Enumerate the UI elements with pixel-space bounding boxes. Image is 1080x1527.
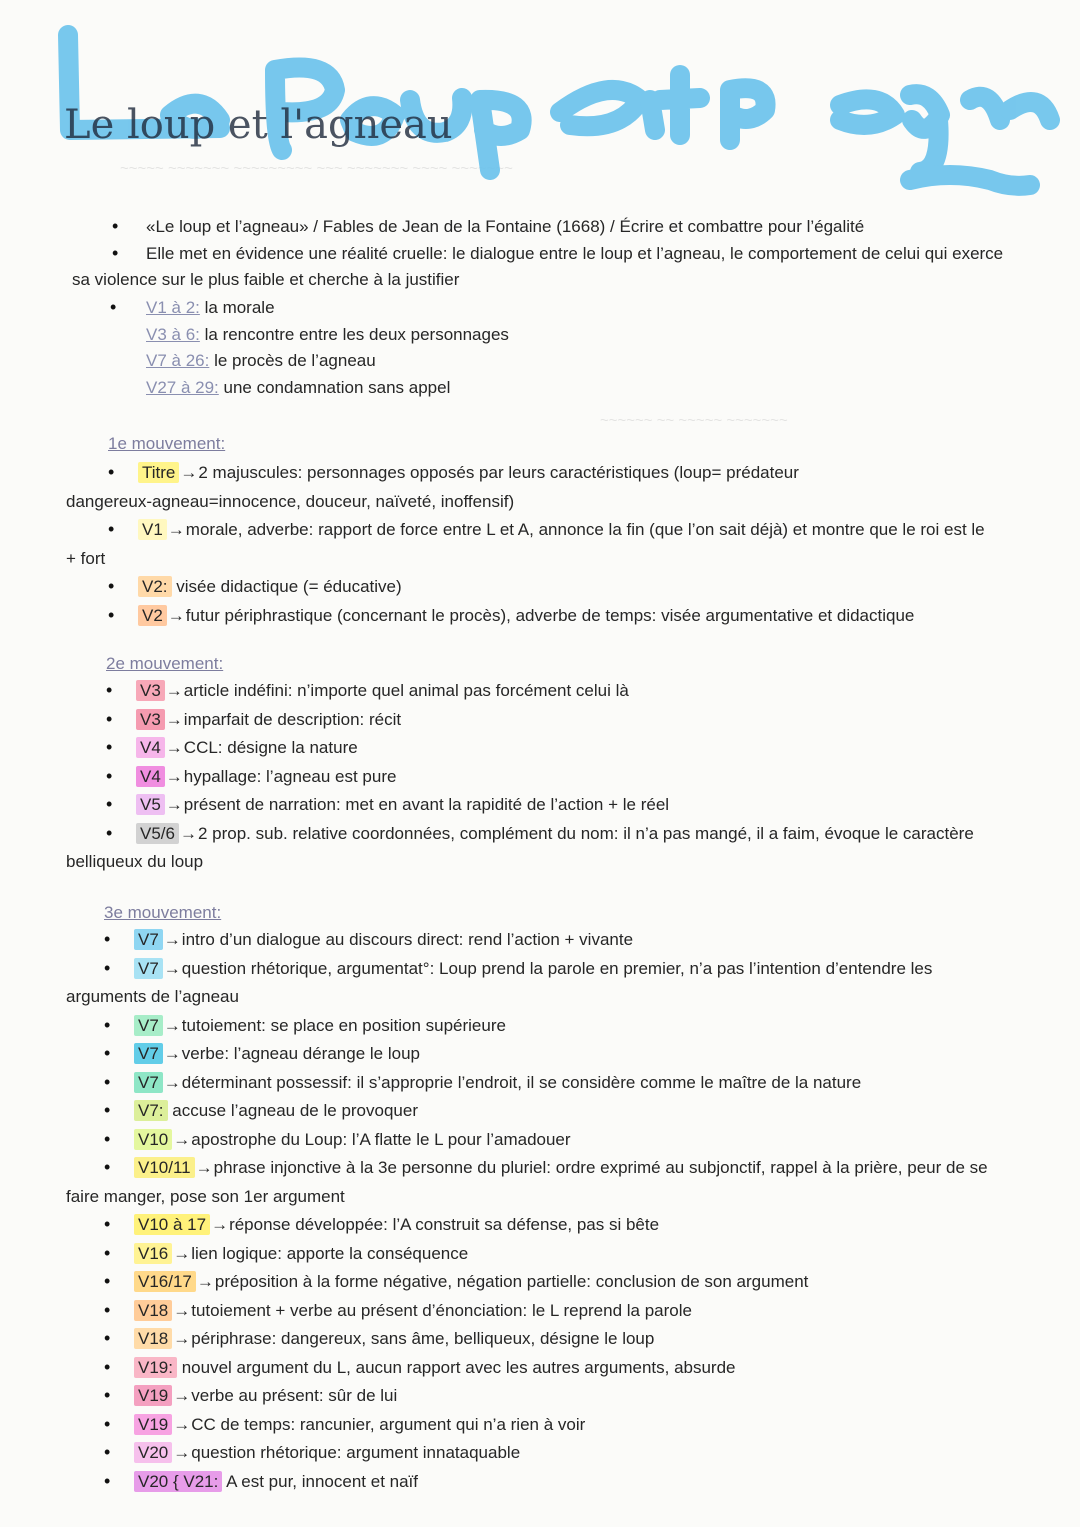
note-text: article indéfini: n’importe quel animal pas forcément celui là [183,681,629,700]
note-text: périphrase: dangereux, sans âme, belliqueux, désigne le loup [191,1329,655,1348]
bullet [104,1325,110,1352]
note-text: visée didactique (= éducative) [176,577,402,596]
bleed-through-text: ~~~~~~ ~~ ~~~~~ ~~~~~~~ [600,412,788,429]
page-title [50,20,1060,200]
verse-tag: V16/17 [134,1271,196,1292]
note-text: A est pur, innocent et naïf [226,1471,418,1491]
verse-tag: V2 [138,605,167,626]
bullet [104,955,110,982]
title-text: Le loup et l'agneau [64,102,453,148]
verse-tag: V4 [136,766,165,787]
verse-tag: V7 [134,1015,163,1036]
bullet [104,1097,110,1124]
bullet [104,1240,110,1267]
arrow-icon: → [165,795,183,814]
arrow-icon: → [167,520,185,539]
arrow-icon: → [165,681,183,700]
arrow-icon: → [173,1243,191,1263]
note-text: hypallage: l’agneau est pure [183,766,397,786]
note-text: déterminant possessif: il s’approprie l’endroit, il se considère comme le maître de la nature [181,1072,862,1092]
note-text: préposition à la forme négative, négation partielle: conclusion de son argument [214,1272,809,1291]
verse-tag: V16 [134,1243,172,1264]
verse-tag: V4 [136,737,165,758]
bullet [104,1069,110,1096]
arrow-icon: → [163,1044,181,1063]
verse-tag: V7: [134,1100,168,1121]
bullet [104,1382,110,1409]
bullet [108,459,114,486]
arrow-icon: → [173,1386,191,1405]
bullet [106,791,112,818]
bullet [104,1012,110,1039]
arrow-icon: → [163,930,181,949]
bullet [108,602,114,629]
verse-tag: V10 à 17 [134,1214,210,1235]
verse-tag: V18 [134,1300,172,1321]
arrow-icon: → [173,1129,191,1149]
note-text: intro d’un dialogue au discours direct: rend l’action + vivante [181,930,634,949]
arrow-icon: → [165,709,183,729]
bullet [104,926,110,953]
note-text: CCL: désigne la nature [183,738,358,757]
bullet [104,1126,110,1153]
verse-tag: V18 [134,1328,172,1349]
verse-tag: V19 [134,1385,172,1406]
bullet [106,820,112,847]
bullet [108,573,114,600]
verse-tag: V3 [136,709,165,730]
arrow-icon: → [173,1329,191,1348]
note-text: 2 prop. sub. relative coordonnées, complément du nom: il n’a pas mangé, il a faim, évoque le caractère [197,823,974,843]
bullet [104,1297,110,1324]
bullet [106,734,112,761]
verse-tag: V20 [134,1442,172,1463]
verse-tag: V10/11 [134,1157,195,1178]
arrow-icon: → [179,823,197,843]
note-text: question rhétorique: argument innataquable [191,1443,521,1462]
bullet [108,516,114,543]
note-text: futur périphrastique (concernant le procès), adverbe de temps: visée argumentative et didactique [185,605,915,625]
verse-tag: V10 [134,1129,172,1150]
verse-tag: Titre [138,462,179,483]
bullet [104,1268,110,1295]
arrow-icon: → [173,1300,191,1320]
bullet [104,1354,110,1381]
verse-tag: V7 [134,1072,163,1093]
verse-tag: V19: [134,1357,177,1378]
verse-tag: V3 [136,680,165,701]
arrow-icon: → [173,1414,191,1434]
note-text: morale, adverbe: rapport de force entre L et A, annonce la fin (que l’on sait déjà) et montre que le roi est le [185,520,985,539]
note-text: apostrophe du Loup: l’A flatte le L pour l’amadouer [191,1129,571,1149]
arrow-icon: → [163,1015,181,1035]
verse-tag: V5/6 [136,823,179,844]
bullet [106,706,112,733]
note-text: réponse développée: l’A construit sa défense, pas si bête [229,1215,660,1234]
verse-tag: V1 [138,519,167,540]
note-text: verbe au présent: sûr de lui [191,1386,398,1405]
arrow-icon: → [195,1158,213,1177]
arrow-icon: → [180,463,198,482]
verse-tag: V5 [136,794,165,815]
verse-tag: V20 { V21: [134,1471,222,1492]
note-text: tutoiement + verbe au présent d’énonciation: le L reprend la parole [191,1300,692,1320]
bullet [106,763,112,790]
bullet [104,1211,110,1238]
title-highlight-strokes [50,20,1060,200]
verse-tag: V2: [138,576,172,597]
verse-tag: V19 [134,1414,172,1435]
bullet [104,1439,110,1466]
bullet [104,1411,110,1438]
note-page: ~~~~~ ~~~~~~~ ~~~~~~~~~ ~~~ ~~~~~~~ ~~~~ ~~~~~~~ ~~~~~~ ~~ ~~~~~ ~~~~~~~ Le loup et l'agneau • «Le loup et l’agneau» / Fables de Jean de la Fontaine (1668) / Écrire et combattre pour l’égalité • Elle met en évidence une réalité cruelle: le dialogue entre le loup et l’agneau, le comportement de celui qui exerce sa violence sur le plus faible et cherche à la justifier • V1 à 2: la morale V3 à 6: la rencontre entre les deux personnages V7 à 26: le procès de l’agneau V27 à 29: une condamnation sans appel 1e mouvement: • Titre →2 majuscules: personnages opposés par leurs caractéristiques (loup= prédateur dangereux-agneau=innocence, douceur, naïveté, inoffensif) • V1 →morale, adverbe: rapport de force entre L et A, annonce la fin (que l’on sait déjà) et montre que le roi est le + fort • V2: visée didactique (= éducative) • V2 →futur périphrastique (concernant le procès), adverbe de temps: visée argumentative et didactique 2e mouvement: • V3 →article indéfini: n’importe quel animal pas forcément celui là • V3 →imparfait de description: récit • V4 →CCL: désigne la nature • V4 →hypallage: l’agneau est pure • V5 →présent de narration: met en avant la rapidité de l’action + le réel • V5/6 →2 prop. sub. relative coordonnées, complément du nom: il n’a pas mangé, il a faim, évoque le caractère belliqueux du loup 3e mouvement: • V7 →intro d’un dialogue au discours direct: rend l’action + vivante • V7 →question rhétorique, argumentat°: Loup prend la parole en premier, n’a pas l’intention d’entendre les arguments de l’agneau • V7 →tutoiement: se place en position supérieure • V7 →verbe: l’agneau dérange le loup • V7 →déterminant possessif: il s’approprie l’endroit, il se considère comme le maître de la nature • V7: accuse l’agneau de le provoquer • V10 →apostrophe du Loup: l’A flatte le L pour l’amadouer • V10/11 →phrase injonctive à la 3e personne du pluriel: ordre exprimé au subjonctif, rappel à la prière, peur de se faire manger, pose son 1er argument • V10 à 17 →réponse développée: l’A construit sa défense, pas si bête • V16 →lien logique: apporte la conséquence • V16/17 →préposition à la forme négative, négation partielle: conclusion de son argument • V18 →tutoiement + verbe au présent d’énonciation: le L reprend la parole • V18 →périphrase: dangereux, sans âme, belliqueux, désigne le loup • V19: nouvel argument du L, aucun rapport avec les autres arguments, absurde • V19 →verbe au présent: sûr de lui • V19 →CC de temps: rancunier, argument qui n’a rien à voir • V20 →question rhétorique: argument innataquable • V20 { V21: A est pur, innocent et naïf [0,0,1080,1527]
arrow-icon: → [163,958,181,978]
note-text: 2 majuscules: personnages opposés par leurs caractéristiques (loup= prédateur [198,463,799,482]
arrow-icon: → [173,1443,191,1462]
bleed-through-text: ~~~~~ ~~~~~~~ ~~~~~~~~~ ~~~ ~~~~~~~ ~~~~ ~~~~~~~ [120,160,513,177]
verse-tag: V7 [134,929,163,950]
note-text: verbe: l’agneau dérange le loup [181,1044,420,1063]
note-text: accuse l’agneau de le provoquer [172,1101,418,1120]
verse-tag: V7 [134,1043,163,1064]
verse-tag: V7 [134,958,163,979]
note-text: imparfait de description: récit [183,709,402,729]
note-text: CC de temps: rancunier, argument qui n’a rien à voir [191,1414,586,1434]
note-text: présent de narration: met en avant la rapidité de l’action + le réel [183,795,670,814]
arrow-icon: → [211,1215,229,1234]
note-text: tutoiement: se place en position supérieure [181,1015,506,1035]
arrow-icon: → [165,766,183,786]
note-text: nouvel argument du L, aucun rapport avec les autres arguments, absurde [181,1357,736,1377]
arrow-icon: → [196,1272,214,1291]
note-text: phrase injonctive à la 3e personne du pluriel: ordre exprimé au subjonctif, rappel à la prière, peur de se [213,1158,988,1177]
bullet [104,1154,110,1181]
arrow-icon: → [167,605,185,625]
note-text: lien logique: apporte la conséquence [191,1243,469,1263]
arrow-icon: → [163,1072,181,1092]
bullet [104,1040,110,1067]
bullet [104,1468,110,1495]
note-text: question rhétorique, argumentat°: Loup prend la parole en premier, n’a pas l’intention d’entendre les [181,958,933,978]
bullet [106,677,112,704]
arrow-icon: → [165,738,183,757]
